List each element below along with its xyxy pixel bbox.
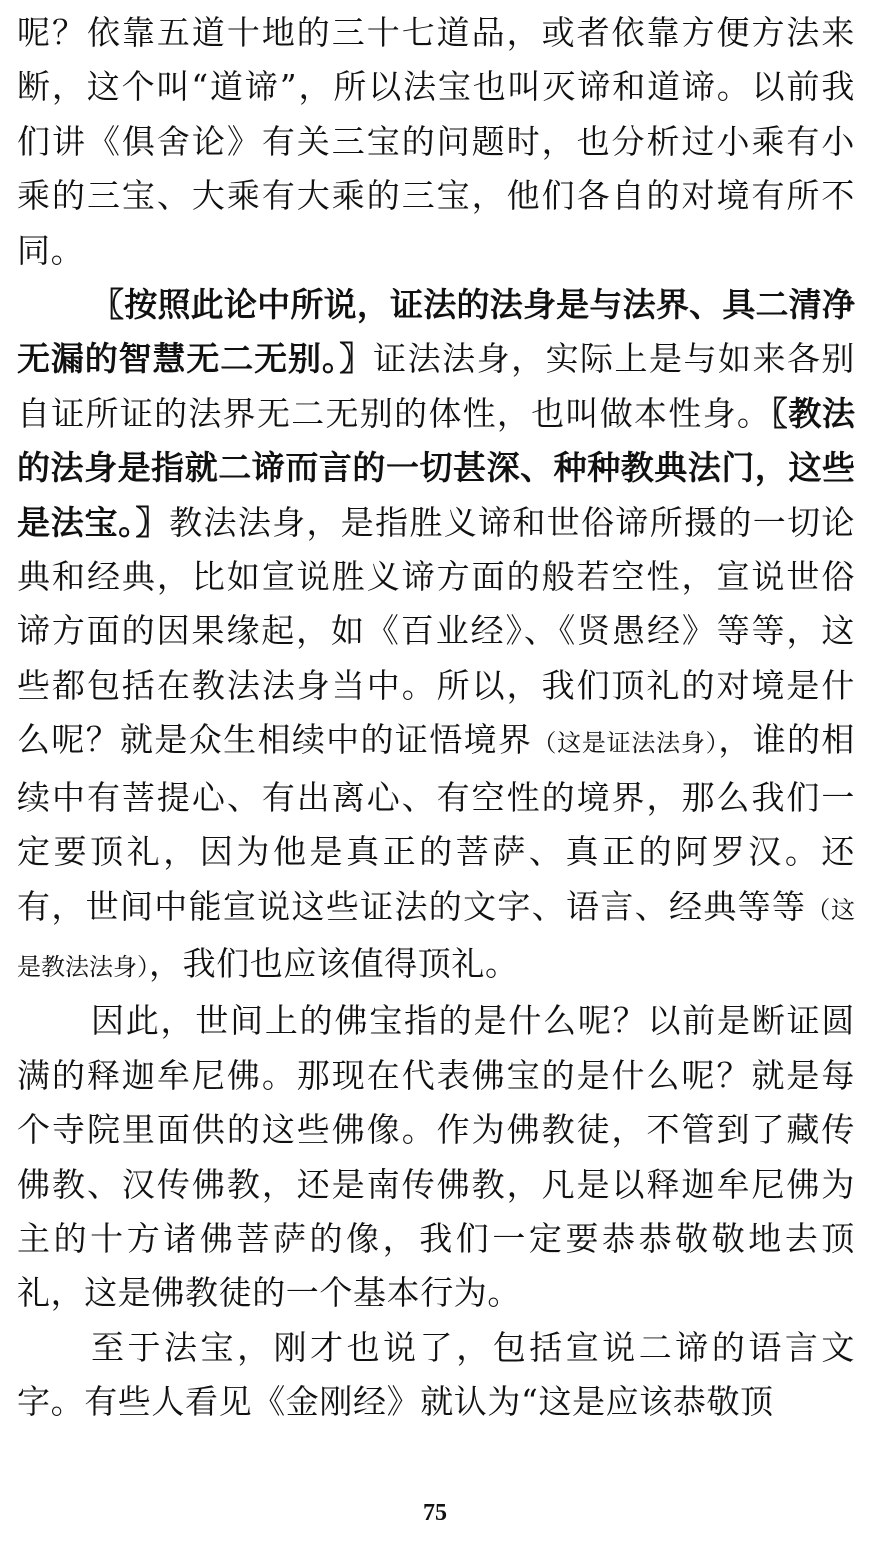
page-body bbox=[17, 6, 855, 1430]
text-run: ，谁的相续中有菩提心、有出离心、有空性的境界，那么我们一定要顶礼，因为他是真正的菩萨、真正的阿罗汉。还有，世间中能宣说这些证法的文字、语言、经典等等 bbox=[17, 720, 856, 926]
root-text-quote: 〖教法的法身是指就二谛而言的一切甚深、种种教典法门，这些是法宝。〗 bbox=[17, 393, 855, 542]
text-run: 证法法身，实际上是与如来各别自证所证的法界无二无别的体性，也叫做本性身。 bbox=[17, 339, 855, 433]
annotation-note: （这是教法法身） bbox=[17, 895, 855, 981]
text-run: 教法法身，是指胜义谛和世俗谛所摄的一切论典和经典，比如宣说胜义谛方面的般若空性，宣说世俗谛方面的因果缘起，如《百业经》、《贤愚经》等等，这些都包括在教法法身当中。所以，我们顶礼的对境是什么呢？就是众生相续中的证悟境界 bbox=[17, 502, 856, 760]
page-number: 75 bbox=[423, 1500, 447, 1526]
text-run: 呢？依靠五道十地的三十七道品，或者依靠方便方法来断，这个叫“道谛”，所以法宝也叫灭谛和道谛。以前我们讲《俱舍论》有关三宝的问题时，也分析过小乘有小乘的三宝、大乘有大乘的三宝，他们各自的对境有所不同。 bbox=[17, 13, 855, 270]
annotation-note: （这是证法法身） bbox=[532, 729, 719, 758]
paragraph-1 bbox=[17, 6, 855, 278]
text-run: ，我们也应该值得顶礼。 bbox=[149, 943, 519, 983]
text-run: 因此，世间上的佛宝指的是什么呢？以前是断证圆满的释迦牟尼佛。那现在代表佛宝的是什么呢？就是每个寺院里面供的这些佛像。作为佛教徒，不管到了藏传佛教、汉传佛教，还是南传佛教，凡是以释迦牟尼佛为主的十方诸佛菩萨的像，我们一定要恭恭敬敬地去顶礼，这是佛教徒的一个基本行为。 bbox=[17, 1001, 855, 1313]
paragraph-3 bbox=[17, 994, 855, 1320]
text-run: 至于法宝，刚才也说了，包括宣说二谛的语言文字。有些人看见《金刚经》就认为“这是应该恭敬顶 bbox=[17, 1327, 855, 1422]
root-text-quote: 〖按照此论中所说，证法的法身是与法界、具二清净无漏的智慧无二无别。〗 bbox=[17, 285, 855, 379]
paragraph-4 bbox=[17, 1321, 855, 1430]
paragraph-2 bbox=[17, 278, 855, 994]
